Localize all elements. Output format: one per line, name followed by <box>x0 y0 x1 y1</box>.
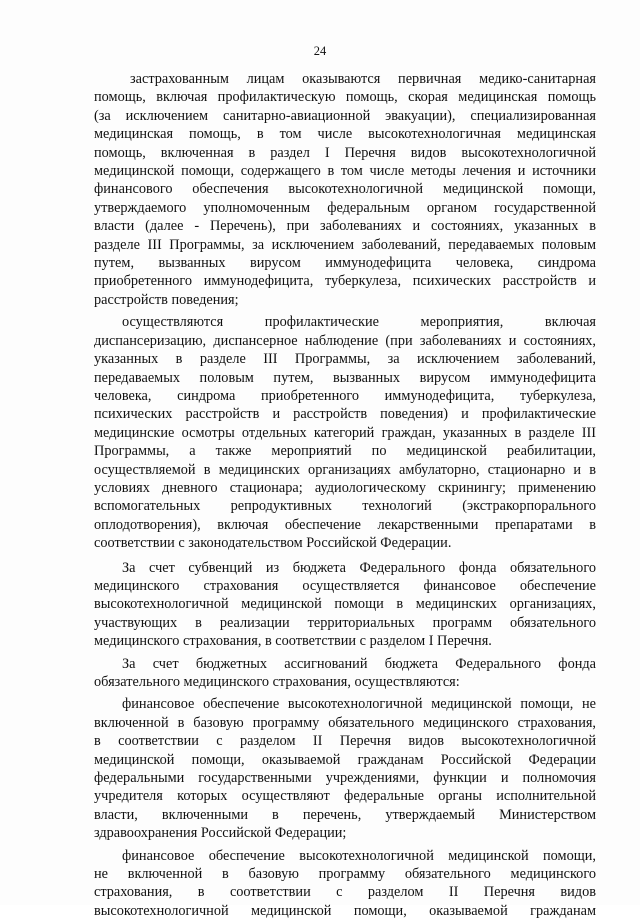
text-line: психических расстройств и расстройств поведения) и профилактические <box>94 406 596 423</box>
text-line: утверждаемого уполномоченным федеральным органом государственной <box>94 199 596 216</box>
text-line: учредителя которых осуществляют федеральные органы исполнительной <box>94 788 596 805</box>
text-line: вспомогательных репродуктивных технологий (экстракорпорального <box>94 498 596 515</box>
text-line: страхования, в соответствии с разделом II Перечня видов <box>94 884 596 901</box>
text-line: помощь, включенная в раздел I Перечня видов высокотехнологичной <box>94 144 596 161</box>
text-line: Программы, а также мероприятий по медицинской реабилитации, <box>94 443 596 460</box>
text-line: участвующих в реализации территориальных программ обязательного <box>94 614 596 631</box>
paragraph-1 <box>94 70 596 309</box>
text-line: включенной в базовую программу обязательного медицинского страхования, <box>94 714 596 731</box>
text-line: разделе III Программы, за исключением заболеваний, передаваемых половым <box>94 236 596 253</box>
text-line: диспансеризацию, диспансерное наблюдение (при заболеваниях и состояниях, <box>94 332 596 349</box>
text-line: соответствии с законодательством Российской Федерации. <box>94 535 452 552</box>
paragraph-4 <box>94 655 596 692</box>
text-line: медицинского страхования, в соответствии с разделом I Перечня. <box>94 633 492 650</box>
paragraph-5 <box>94 695 596 842</box>
text-line: приобретенного иммунодефицита, туберкулеза, психических расстройств и <box>94 273 596 290</box>
text-line: в соответствии с разделом II Перечня видов высокотехнологичной <box>94 733 596 750</box>
text-line: власти, включенными в перечень, утверждаемый Министерством <box>94 806 596 823</box>
text-line: осуществляемой в медицинских организациях амбулаторно, стационарно и в <box>94 461 596 478</box>
text-line: За счет бюджетных ассигнований бюджета Федерального фонда <box>122 655 596 672</box>
text-line: указанных в разделе III Программы, за исключением заболеваний, <box>94 351 596 368</box>
text-line: федеральными государственными учреждениями, функции и полномочия <box>94 770 596 787</box>
text-line: высокотехнологичной медицинской помощи, оказываемой гражданам <box>94 902 596 919</box>
text-line: финансовое обеспечение высокотехнологичной медицинской помощи, <box>122 847 596 864</box>
paragraph-2 <box>94 313 596 552</box>
paragraph-3 <box>94 559 596 651</box>
document-body <box>94 70 596 920</box>
text-line: путем, вызванных вирусом иммунодефицита человека, синдрома <box>94 255 596 272</box>
text-line: медицинские осмотры отдельных категорий граждан, указанных в разделе III <box>94 424 596 441</box>
text-line: власти (далее - Перечень), при заболеваниях и состояниях, указанных в <box>94 218 596 235</box>
text-line: передаваемых половым путем, вызванных вирусом иммунодефицита <box>94 369 596 386</box>
text-line: помощь, включая профилактическую помощь, скорая медицинская помощь <box>94 89 596 106</box>
text-line: медицинской помощи, содержащего в том числе методы лечения и источники <box>94 163 596 180</box>
page-number: 24 <box>313 44 327 58</box>
text-line: финансовое обеспечение высокотехнологичной медицинской помощи, не <box>122 696 596 713</box>
text-line: медицинского страхования осуществляется финансовое обеспечение <box>94 577 596 594</box>
paragraph-6 <box>94 847 596 920</box>
text-line: не включенной в базовую программу обязательного медицинского <box>94 866 596 883</box>
text-line: медицинской помощи, оказываемой гражданам Российской Федерации <box>94 751 596 768</box>
text-line: расстройств поведения; <box>94 291 239 308</box>
text-line: условиях дневного стационара; аудиологическому скринингу; применению <box>94 479 596 496</box>
text-line: финансового обеспечения высокотехнологичной медицинской помощи, <box>94 181 596 198</box>
text-line: (за исключением санитарно-авиационной эвакуации), специализированная <box>94 107 596 124</box>
text-line: обязательного медицинского страхования, осуществляются: <box>94 674 460 690</box>
text-line: человека, синдрома приобретенного иммунодефицита, туберкулеза, <box>94 387 596 404</box>
text-line: высокотехнологичной медицинской помощи в медицинских организациях, <box>94 596 596 613</box>
text-line: здравоохранения Российской Федерации; <box>94 825 347 842</box>
text-line: застрахованным лицам оказываются первичная медико-санитарная <box>130 71 596 87</box>
text-line: За счет субвенций из бюджета Федерального фонда обязательного <box>122 559 596 576</box>
text-line: медицинская помощь, в том числе высокотехнологичная медицинская <box>94 126 596 143</box>
text-line: оплодотворения), включая обеспечение лекарственными препаратами в <box>94 516 596 533</box>
text-line: осуществляются профилактические мероприятия, включая <box>122 314 596 331</box>
